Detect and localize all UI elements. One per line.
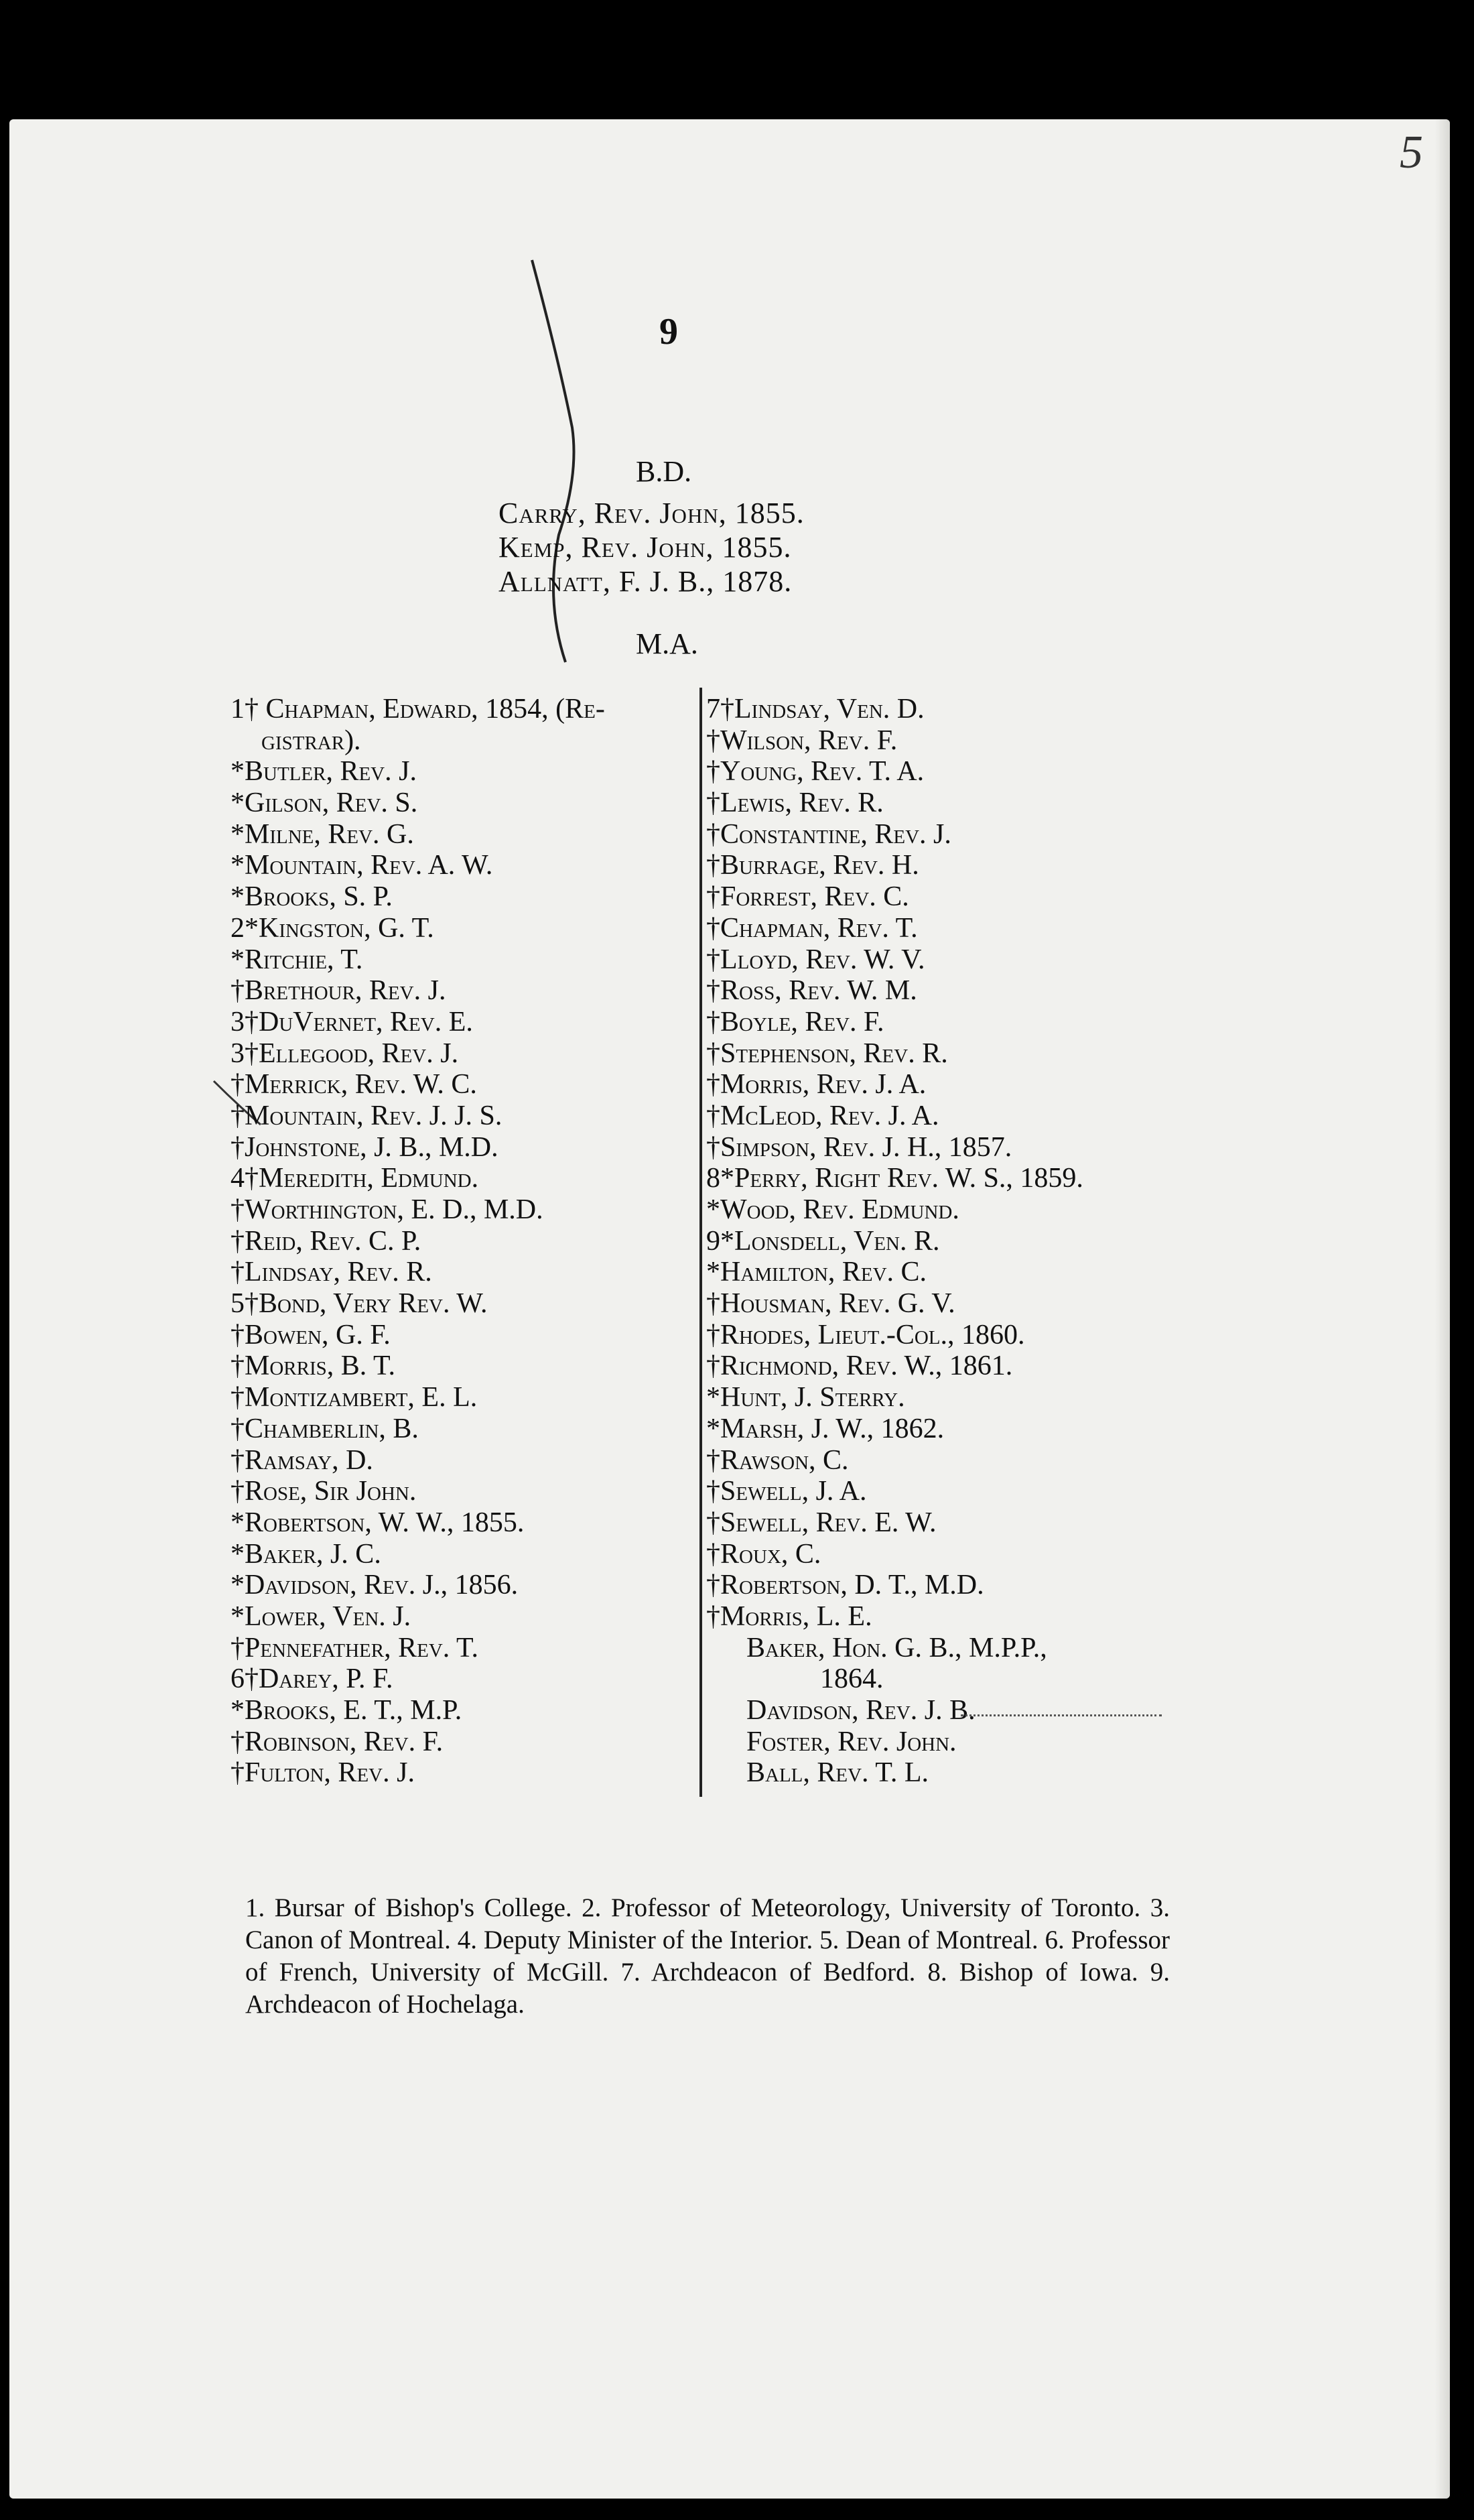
ma-entry: †Forrest, Rev. C.: [706, 881, 909, 913]
ma-entry: †Roux, C.: [706, 1538, 821, 1570]
ma-entry: †Fulton, Rev. J.: [230, 1757, 415, 1789]
bd-entry: Allnatt, F. J. B., 1878.: [498, 565, 793, 598]
ma-entry: †Rawson, C.: [706, 1444, 849, 1476]
ma-entry: *Davidson, Rev. J., 1856.: [230, 1570, 519, 1601]
ma-entry: †Richmond, Rev. W., 1861.: [706, 1350, 1013, 1382]
page-number: 9: [659, 311, 678, 353]
ma-entry: †Young, Rev. T. A.: [706, 756, 925, 788]
corner-page-mark: 5: [1400, 127, 1423, 178]
pencil-mark-top: [519, 253, 599, 669]
ma-right-column: [706, 694, 1175, 1789]
ma-entry: †Lloyd, Rev. W. V.: [706, 944, 925, 975]
ma-entry: †Johnstone, J. B., M.D.: [230, 1131, 498, 1163]
ma-entry: †Reid, Rev. C. P.: [230, 1225, 421, 1257]
ma-entry: †Lewis, Rev. R.: [706, 788, 884, 819]
ma-entry: †Morris, Rev. J. A.: [706, 1069, 927, 1100]
bd-entry: Kemp, Rev. John, 1855.: [498, 531, 792, 564]
ma-entry: †Rose, Sir John.: [230, 1476, 417, 1507]
ma-entry: †Merrick, Rev. W. C.: [230, 1069, 477, 1100]
ma-entry: †Burrage, Rev. H.: [706, 850, 919, 881]
footnotes: 1. Bursar of Bishop's College. 2. Professor of Meteorology, University of Toronto. 3. Canon of Montreal. 4. Deputy Minister of the Interior. 5. Dean of Montreal. 6. Professor of French, University of McGill. 7. Archdeacon of Bedford. 8. Bishop of Iowa. 9. Archdeacon of Hochelaga.: [245, 1893, 1170, 2019]
ma-entry: †Housman, Rev. G. V.: [706, 1288, 955, 1320]
ma-entry: †Pennefather, Rev. T.: [230, 1632, 479, 1663]
ma-entry: *Hunt, J. Sterry.: [706, 1382, 905, 1413]
ma-entry: 6†Darey, P. F.: [230, 1663, 393, 1695]
ma-entry: 1† Chapman, Edward, 1854, (Re-: [230, 694, 605, 724]
ma-entry: 9*Lonsdell, Ven. R.: [706, 1225, 940, 1257]
ma-entry: †Morris, B. T.: [230, 1350, 396, 1382]
ma-entry: †Sewell, J. A.: [706, 1476, 867, 1507]
ma-entry: †Simpson, Rev. J. H., 1857.: [706, 1131, 1012, 1163]
ma-entry: *Wood, Rev. Edmund.: [706, 1194, 959, 1225]
ma-entry: Foster, Rev. John.: [746, 1726, 957, 1757]
scan-edge-shadow: [1435, 119, 1450, 2499]
ma-entry: †Constantine, Rev. J.: [706, 818, 951, 850]
ma-entry: †Lindsay, Rev. R.: [230, 1257, 432, 1288]
ma-entry: 7†Lindsay, Ven. D.: [706, 694, 925, 724]
bd-heading: B.D.: [636, 455, 692, 488]
ma-entry: †Montizambert, E. L.: [230, 1382, 478, 1413]
ma-entry: †Rhodes, Lieut.-Col., 1860.: [706, 1319, 1025, 1350]
ma-entry: †Ross, Rev. W. M.: [706, 975, 917, 1007]
ma-entry: *Ritchie, T.: [230, 944, 363, 975]
ma-entry: *Robertson, W. W., 1855.: [230, 1507, 525, 1538]
ma-entry: gistrar).: [261, 724, 361, 756]
ma-entry: *Milne, Rev. G.: [230, 818, 414, 850]
ma-heading: M.A.: [636, 627, 698, 660]
ma-entry: *Gilson, Rev. S.: [230, 788, 418, 819]
ma-entry: 5†Bond, Very Rev. W.: [230, 1288, 488, 1320]
ma-entry: 8*Perry, Right Rev. W. S., 1859.: [706, 1163, 1083, 1194]
ma-entry: †Boyle, Rev. F.: [706, 1006, 884, 1037]
ma-entry: *Brooks, E. T., M.P.: [230, 1695, 462, 1726]
ma-entry: †Wilson, Rev. F.: [706, 724, 898, 756]
ma-entry: †Bowen, G. F.: [230, 1319, 391, 1350]
bd-entry: Carry, Rev. John, 1855.: [498, 497, 805, 529]
ma-entry: †McLeod, Rev. J. A.: [706, 1100, 939, 1131]
ma-entry: *Brooks, S. P.: [230, 881, 393, 913]
ma-entry: *Baker, J. C.: [230, 1538, 381, 1570]
ma-entry: †Stephenson, Rev. R.: [706, 1037, 948, 1069]
ma-entry: †Mountain, Rev. J. J. S.: [230, 1100, 503, 1131]
ma-entry: *Hamilton, Rev. C.: [706, 1257, 927, 1288]
ma-entry: *Butler, Rev. J.: [230, 756, 417, 788]
ma-entry: *Lower, Ven. J.: [230, 1600, 411, 1632]
ma-entry: †Sewell, Rev. E. W.: [706, 1507, 937, 1538]
ma-entry: *Marsh, J. W., 1862.: [706, 1413, 945, 1444]
ma-entry: †Brethour, Rev. J.: [230, 975, 446, 1007]
ma-entry: †Robinson, Rev. F.: [230, 1726, 444, 1757]
ma-entry: Baker, Hon. G. B., M.P.P.,: [746, 1632, 1047, 1663]
dotted-leader: [961, 1714, 1162, 1716]
ma-entry: †Morris, L. E.: [706, 1600, 872, 1632]
ma-entry: †Chamberlin, B.: [230, 1413, 419, 1444]
ma-entry: 1864.: [820, 1663, 884, 1695]
document-page: [9, 119, 1450, 2499]
ma-entry: Ball, Rev. T. L.: [746, 1757, 929, 1789]
ma-entry: †Ramsay, D.: [230, 1444, 373, 1476]
ma-entry: *Mountain, Rev. A. W.: [230, 850, 493, 881]
ma-entry: †Robertson, D. T., M.D.: [706, 1570, 984, 1601]
ma-entry: †Chapman, Rev. T.: [706, 912, 918, 944]
ma-left-column: [230, 694, 693, 1789]
ma-entry: 2*Kingston, G. T.: [230, 912, 434, 944]
ma-entry: 3†Ellegood, Rev. J.: [230, 1037, 459, 1069]
ma-entry: 4†Meredith, Edmund.: [230, 1163, 479, 1194]
column-divider: [699, 688, 702, 1797]
ma-entry: †Worthington, E. D., M.D.: [230, 1194, 543, 1225]
ma-entry: Davidson, Rev. J. B.: [746, 1695, 976, 1726]
ma-entry: 3†DuVernet, Rev. E.: [230, 1006, 473, 1037]
